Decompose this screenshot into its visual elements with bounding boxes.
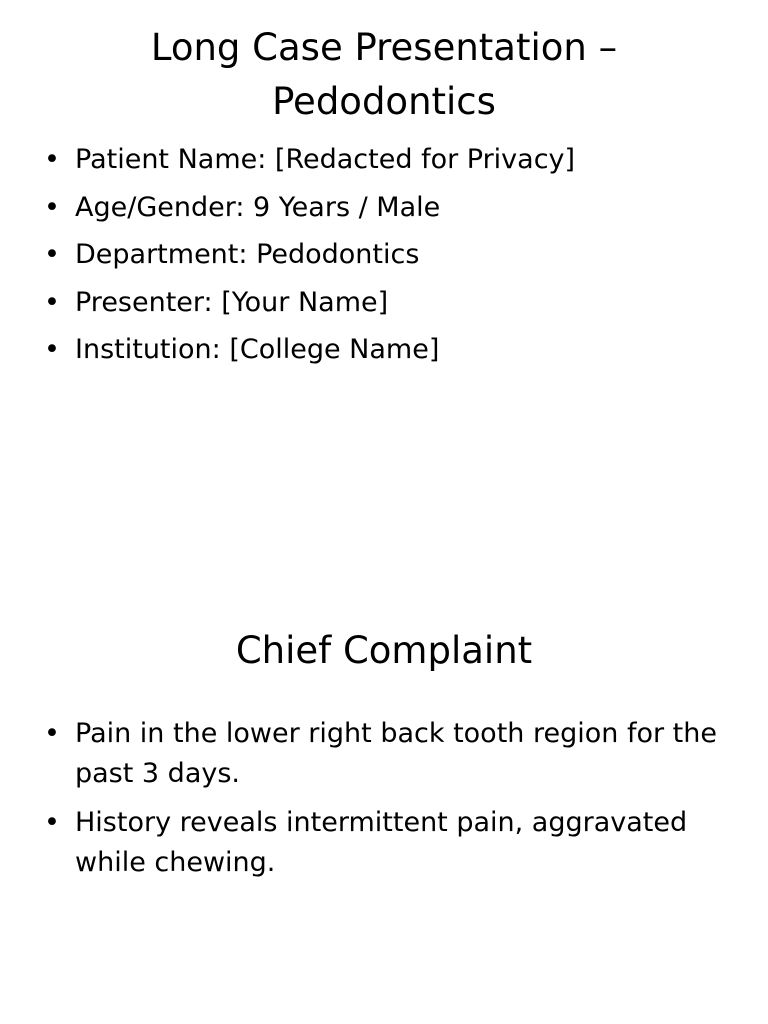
bullet-text: Institution: [College Name] [75, 334, 440, 365]
bullet-icon: • [44, 239, 60, 270]
bullet-icon: • [44, 718, 60, 749]
slide-title: Long Case Presentation – Pedodontics [150, 26, 618, 123]
bullet-text: Pain in the lower right back tooth region for the past 3 days. [75, 718, 717, 789]
bullet-icon: • [44, 286, 60, 318]
bullet-icon: • [44, 191, 60, 223]
list-item [40, 803, 720, 883]
bullet-list [40, 714, 720, 892]
bullet-text: Age/Gender: 9 Years / Male [75, 191, 441, 223]
slide-title: Chief Complaint [235, 629, 533, 672]
list-item [40, 714, 720, 794]
slide-2 [0, 512, 768, 1024]
list-item [40, 140, 720, 180]
bullet-text: Patient Name: [Redacted for Privacy] [75, 144, 576, 175]
bullet-text: Department: Pedodontics [75, 239, 420, 270]
bullet-list [40, 140, 720, 378]
list-item [40, 283, 720, 323]
list-item [40, 330, 720, 370]
list-item [40, 188, 720, 228]
bullet-text: History reveals intermittent pain, aggravated while chewing. [75, 807, 688, 878]
bullet-icon: • [44, 807, 60, 838]
bullet-icon: • [44, 334, 60, 365]
list-item [40, 235, 720, 275]
bullet-text: Presenter: [Your Name] [75, 286, 389, 318]
bullet-icon: • [44, 144, 60, 175]
